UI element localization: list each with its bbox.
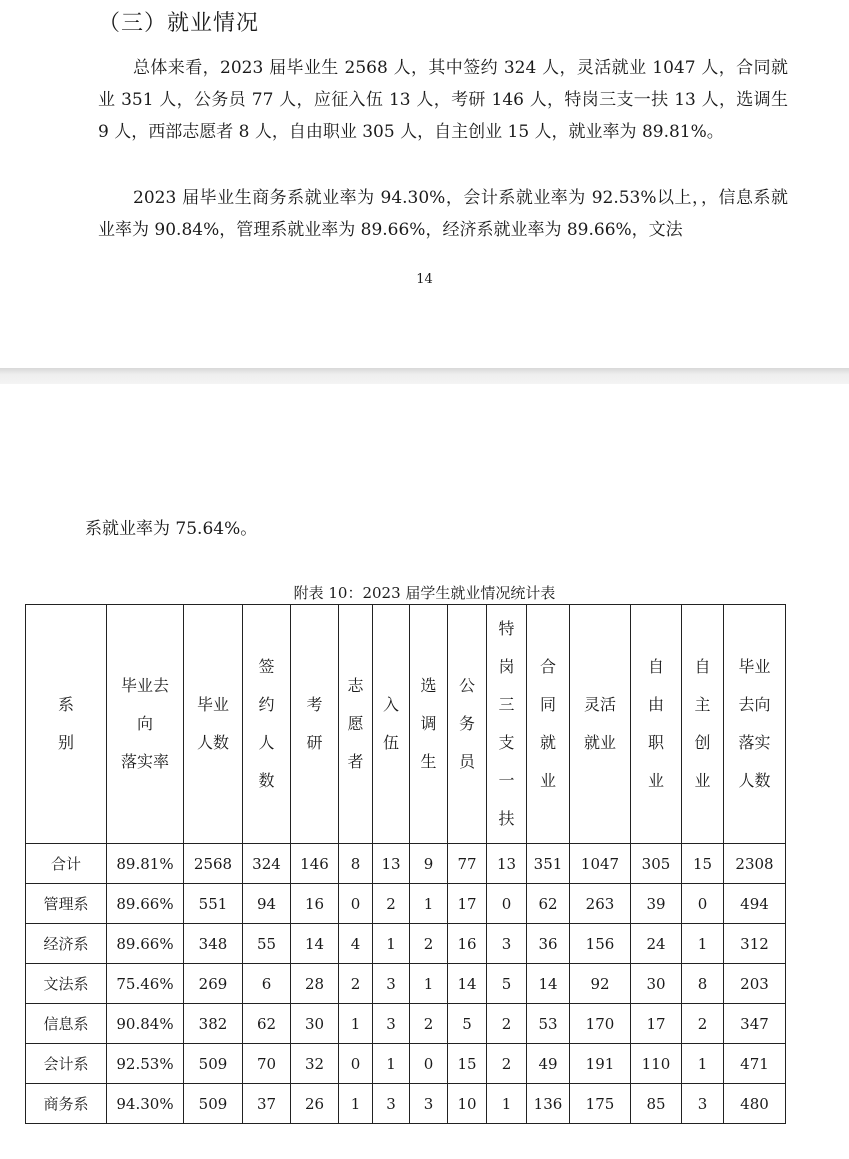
table-cell: 0	[410, 1044, 448, 1084]
table-cell: 8	[682, 964, 724, 1004]
table-cell: 6	[243, 964, 291, 1004]
table-cell: 494	[724, 884, 786, 924]
table-cell: 62	[527, 884, 570, 924]
column-header-line: 自	[647, 657, 664, 676]
column-header	[448, 605, 487, 844]
table-row	[26, 1044, 786, 1084]
table-cell: 551	[184, 884, 243, 924]
table-cell: 36	[527, 924, 570, 964]
table-cell: 13	[373, 844, 410, 884]
table-cell: 3	[410, 1084, 448, 1124]
section-heading: （三）就业情况	[98, 11, 260, 36]
table-cell: 1	[410, 884, 448, 924]
page-top	[0, 0, 849, 368]
column-header-line: 合	[539, 657, 556, 676]
table-cell: 17	[448, 884, 487, 924]
table-cell: 53	[527, 1004, 570, 1044]
table-row	[26, 1004, 786, 1044]
table-cell: 1	[339, 1004, 373, 1044]
column-header-line: 人数	[196, 733, 229, 752]
table-cell: 90.84%	[107, 1004, 184, 1044]
table-cell: 3	[373, 964, 410, 1004]
table-cell: 5	[487, 964, 527, 1004]
table-cell: 8	[339, 844, 373, 884]
paragraph-department-rates: 2023 届毕业生商务系就业率为 94.30%，会计系就业率为 92.53%以上，，信息系就业率为 90.84%，管理系就业率为 89.66%，经济系就业率为 89.66%，文法	[98, 188, 788, 240]
table-cell: 2	[410, 924, 448, 964]
column-header	[570, 605, 631, 844]
table-cell: 509	[184, 1084, 243, 1124]
column-header-line: 就	[539, 733, 556, 752]
row-label-cell: 商务系	[26, 1084, 107, 1124]
column-header-line: 毕业	[196, 695, 229, 714]
table-cell: 37	[243, 1084, 291, 1124]
column-header	[682, 605, 724, 844]
table-cell: 1047	[570, 844, 631, 884]
table-cell: 16	[291, 884, 339, 924]
table-cell: 77	[448, 844, 487, 884]
column-header	[410, 605, 448, 844]
column-header-line: 研	[306, 733, 323, 752]
column-header-line: 毕业	[738, 657, 771, 676]
column-header-line: 落实	[738, 733, 771, 752]
page-number: 14	[416, 272, 433, 287]
column-header	[184, 605, 243, 844]
table-cell: 62	[243, 1004, 291, 1044]
column-header-line: 员	[458, 752, 475, 771]
column-header	[291, 605, 339, 844]
table-cell: 15	[682, 844, 724, 884]
column-header	[527, 605, 570, 844]
table-cell: 2	[682, 1004, 724, 1044]
column-header-line: 同	[539, 695, 556, 714]
column-header-line: 落实率	[120, 752, 169, 771]
table-cell: 382	[184, 1004, 243, 1044]
column-header	[724, 605, 786, 844]
table-cell: 3	[373, 1004, 410, 1044]
table-cell: 0	[487, 884, 527, 924]
column-header	[339, 605, 373, 844]
column-header-line: 者	[347, 752, 364, 771]
table-cell: 55	[243, 924, 291, 964]
column-header-line: 岗	[498, 657, 515, 676]
table-cell: 1	[682, 924, 724, 964]
column-header	[373, 605, 410, 844]
column-header-line: 业	[694, 771, 711, 790]
table-cell: 471	[724, 1044, 786, 1084]
table-cell: 3	[487, 924, 527, 964]
table-cell: 0	[339, 1044, 373, 1084]
column-header-line: 人数	[738, 771, 771, 790]
table-cell: 324	[243, 844, 291, 884]
column-header-line: 业	[647, 771, 664, 790]
table-cell: 10	[448, 1084, 487, 1124]
row-label-cell: 合计	[26, 844, 107, 884]
table-cell: 3	[373, 1084, 410, 1124]
table-cell: 191	[570, 1044, 631, 1084]
column-header	[631, 605, 682, 844]
column-header-line: 愿	[347, 714, 364, 733]
table-cell: 15	[448, 1044, 487, 1084]
table-cell: 32	[291, 1044, 339, 1084]
page-separator	[0, 368, 849, 384]
table-cell: 1	[373, 924, 410, 964]
column-header-line: 由	[647, 695, 664, 714]
table-cell: 2	[373, 884, 410, 924]
column-header-line: 职	[647, 733, 664, 752]
table-cell: 39	[631, 884, 682, 924]
table-cell: 14	[291, 924, 339, 964]
table-cell: 1	[410, 964, 448, 1004]
table-cell: 347	[724, 1004, 786, 1044]
column-header-line: 就业	[583, 733, 616, 752]
column-header-line: 调	[420, 714, 437, 733]
table-cell: 146	[291, 844, 339, 884]
table-row	[26, 964, 786, 1004]
table-cell: 89.66%	[107, 884, 184, 924]
table-cell: 5	[448, 1004, 487, 1044]
table-cell: 94.30%	[107, 1084, 184, 1124]
column-header-line: 扶	[498, 809, 515, 828]
table-cell: 156	[570, 924, 631, 964]
table-cell: 480	[724, 1084, 786, 1124]
table-cell: 509	[184, 1044, 243, 1084]
column-header-line: 系	[57, 695, 74, 714]
table-cell: 24	[631, 924, 682, 964]
row-label-cell: 文法系	[26, 964, 107, 1004]
column-header-line: 创	[694, 733, 711, 752]
table-cell: 4	[339, 924, 373, 964]
table-cell: 170	[570, 1004, 631, 1044]
table-cell: 136	[527, 1084, 570, 1124]
table-row	[26, 844, 786, 884]
table-cell: 28	[291, 964, 339, 1004]
table-cell: 13	[487, 844, 527, 884]
table-cell: 92	[570, 964, 631, 1004]
column-header-line: 约	[258, 695, 275, 714]
table-cell: 2	[339, 964, 373, 1004]
table-cell: 2	[487, 1044, 527, 1084]
table-cell: 0	[339, 884, 373, 924]
column-header-line: 生	[420, 752, 437, 771]
column-header-line: 人	[258, 733, 275, 752]
column-header-line: 支	[498, 733, 515, 752]
column-header-line: 特	[498, 619, 515, 638]
table-cell: 75.46%	[107, 964, 184, 1004]
table-cell: 30	[291, 1004, 339, 1044]
column-header	[243, 605, 291, 844]
table-cell: 30	[631, 964, 682, 1004]
table-cell: 85	[631, 1084, 682, 1124]
row-label-cell: 会计系	[26, 1044, 107, 1084]
table-cell: 351	[527, 844, 570, 884]
table-cell: 305	[631, 844, 682, 884]
table-cell: 2568	[184, 844, 243, 884]
row-label-cell: 信息系	[26, 1004, 107, 1044]
employment-stats-table	[25, 604, 786, 1124]
table-cell: 92.53%	[107, 1044, 184, 1084]
column-header-line: 主	[694, 695, 711, 714]
table-cell: 203	[724, 964, 786, 1004]
table-row	[26, 924, 786, 964]
column-header	[26, 605, 107, 844]
column-header-line: 志	[347, 676, 364, 695]
column-header	[487, 605, 527, 844]
table-cell: 1	[373, 1044, 410, 1084]
table-cell: 175	[570, 1084, 631, 1124]
table-cell: 9	[410, 844, 448, 884]
table-cell: 3	[682, 1084, 724, 1124]
table-row	[26, 884, 786, 924]
table-cell: 0	[682, 884, 724, 924]
column-header-line: 向	[136, 714, 153, 733]
table-cell: 14	[448, 964, 487, 1004]
column-header	[107, 605, 184, 844]
table-cell: 70	[243, 1044, 291, 1084]
column-header-line: 业	[539, 771, 556, 790]
column-header-line: 数	[258, 771, 275, 790]
table-cell: 16	[448, 924, 487, 964]
table-cell: 269	[184, 964, 243, 1004]
table-body	[26, 844, 786, 1124]
column-header-line: 别	[57, 733, 74, 752]
table-cell: 1	[487, 1084, 527, 1124]
column-header-line: 自	[694, 657, 711, 676]
paragraph-continued: 系就业率为 75.64%。	[85, 519, 258, 539]
table-cell: 2308	[724, 844, 786, 884]
row-label-cell: 管理系	[26, 884, 107, 924]
table-caption: 附表 10：2023 届学生就业情况统计表	[293, 584, 556, 602]
table-cell: 312	[724, 924, 786, 964]
table-cell: 1	[682, 1044, 724, 1084]
table-cell: 17	[631, 1004, 682, 1044]
column-header-line: 签	[258, 657, 275, 676]
table-header-row	[26, 605, 786, 844]
table-cell: 26	[291, 1084, 339, 1124]
table-cell: 2	[487, 1004, 527, 1044]
table-cell: 263	[570, 884, 631, 924]
column-header-line: 公	[458, 676, 475, 695]
table-cell: 89.66%	[107, 924, 184, 964]
column-header-line: 三	[498, 695, 515, 714]
table-row	[26, 1084, 786, 1124]
column-header-line: 毕业去	[120, 676, 169, 695]
table-cell: 94	[243, 884, 291, 924]
column-header-line: 考	[306, 695, 323, 714]
table-cell: 110	[631, 1044, 682, 1084]
column-header-line: 灵活	[583, 695, 616, 714]
table-cell: 14	[527, 964, 570, 1004]
column-header-line: 选	[420, 676, 437, 695]
table-cell: 1	[339, 1084, 373, 1124]
table-cell: 348	[184, 924, 243, 964]
table-cell: 49	[527, 1044, 570, 1084]
table-cell: 89.81%	[107, 844, 184, 884]
row-label-cell: 经济系	[26, 924, 107, 964]
column-header-line: 入	[382, 695, 399, 714]
table-cell: 2	[410, 1004, 448, 1044]
column-header-line: 务	[458, 714, 475, 733]
column-header-line: 去向	[738, 695, 771, 714]
paragraph-overview: 总体来看，2023 届毕业生 2568 人，其中签约 324 人，灵活就业 1047 人，合同就业 351 人，公务员 77 人，应征入伍 13 人，考研 146 人，特岗三支一扶 13 人，选调生 9 人，西部志愿者 8 人，自由职业 305 人，自主创业 15 人，就业率为 89.81%。	[98, 58, 788, 142]
column-header-line: 一	[498, 771, 515, 790]
column-header-line: 伍	[382, 733, 399, 752]
